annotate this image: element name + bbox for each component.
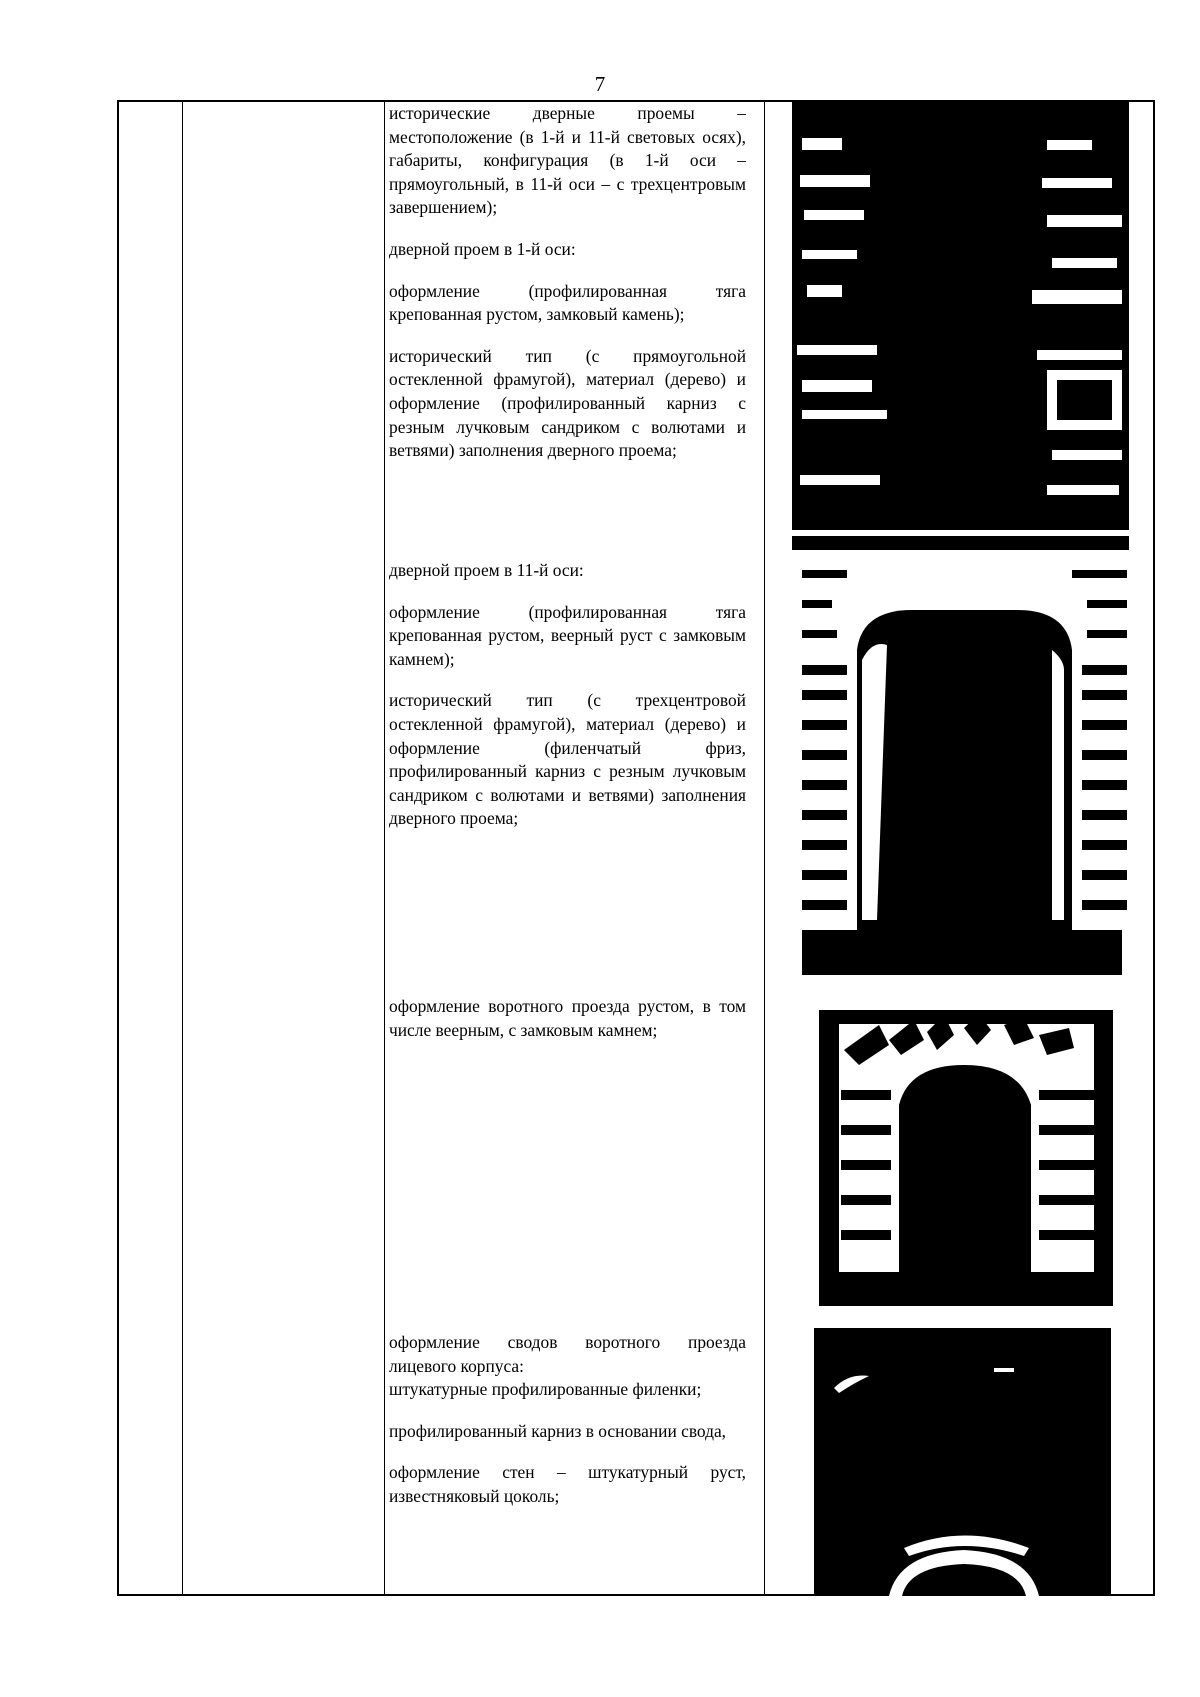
paragraph: дверной проем в 1-й оси: (389, 238, 576, 259)
section-vaults (389, 1331, 746, 1527)
paragraph: оформление стен – штукатурный руст, известняковый цоколь; (389, 1462, 746, 1506)
column-divider (182, 102, 183, 1594)
paragraph: штукатурные профилированные филенки; (389, 1379, 702, 1400)
gateway-photo (819, 1010, 1113, 1306)
arched-doorway-photo (802, 570, 1127, 990)
section-doorways (389, 102, 746, 481)
section-doorway-11 (389, 559, 746, 849)
vault-photo (814, 1328, 1111, 1596)
rectangular-doorway-photo (792, 100, 1129, 550)
column-divider (384, 102, 385, 1594)
paragraph: оформление (профилированная тяга крепованная рустом, замковый камень); (389, 280, 746, 325)
paragraph: исторический тип (с прямоугольной остекленной фрамугой), материал (дерево) и оформление (профилированный карниз с резным лучковым сандриком с волютами и ветвями) заполнения дверного проема; (389, 345, 746, 461)
description-column (389, 102, 746, 1594)
paragraph: оформление сводов воротного проезда лицевого корпуса: (389, 1332, 746, 1376)
column-divider (764, 102, 765, 1594)
paragraph: оформление воротного проезда рустом, в том числе веерным, с замковым камнем; (389, 996, 746, 1040)
page-number: 7 (594, 72, 606, 96)
paragraph: исторические дверные проемы – местоположение (в 1-й и 11-й световых осях), габариты, конфигурация (в 1-й оси – прямоугольный, в 11-й оси – с трехцентровым завершением); (389, 103, 746, 218)
section-gateway (389, 995, 746, 1060)
heritage-table (117, 100, 1155, 1596)
paragraph: дверной проем в 11-й оси: (389, 560, 584, 580)
paragraph: оформление (профилированная тяга крепованная рустом, веерный руст с замковым камнем); (389, 601, 746, 669)
paragraph: профилированный карниз в основании свода, (389, 1420, 727, 1441)
paragraph: исторический тип (с трехцентровой остекленной фрамугой), материал (дерево) и оформление (филенчатый фриз, профилированный карниз с резным лучковым сандриком с волютами и ветвями) заполнения дверного проема; (389, 690, 746, 829)
